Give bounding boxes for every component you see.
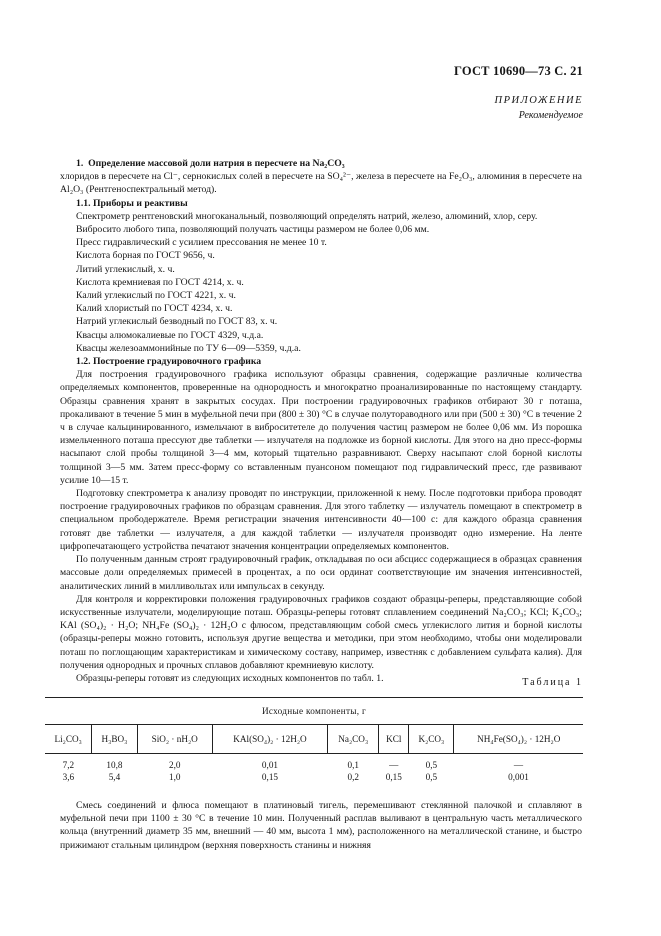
equipment-item: Калий углекислый по ГОСТ 4221, х. ч. xyxy=(76,290,236,302)
paragraph: Для контроля и корректировки положения градуировочных графиков создают образцы-реперы, представляющие собой искусственные излучатели, моделирующие поташ. Образцы-реперы готовят сплавлением соединений Na₂CO₃; KCl; K₂CO₃; KAl (SO₄)₂ · H₂O; NH₄Fe (SO₄)₂ · 12H₂O с флюсом, представляющим собой смесь углекислого лития и борной кислоты (образцы-реперы можно готовить, используя другие вещества и методики, при этом необходимо, чтобы они моделировали поташ по поглощающим характеристикам и химическому составу, например, известняк с добавлением сульфата калия). Для получения однородных и прочных сплавов добавляют кремниевую кислоту. xyxy=(60,593,582,671)
table-cell: 10,8 xyxy=(106,760,123,770)
table-cell: 1,0 xyxy=(168,772,181,782)
table-cell: 0,15 xyxy=(261,772,278,782)
table-cell: 0,2 xyxy=(347,772,359,782)
table-cell: 2,0 xyxy=(168,760,181,770)
section-1-intro: хлоридов в пересчете на Cl⁻, сернокислых солей в пересчете на SO₄²⁻, железа в пересчете на Fe₂O₃, алюминия в пересчете на Al₂O₃ (Рентгеноспектральный метод). xyxy=(60,171,582,196)
table-cell: 0,1 xyxy=(347,760,359,770)
paragraph: По полученным данным строят градуировочный график, откладывая по оси абсцисс содержащиеся в образцах сравнения массовые доли определяемых примесей в процентах, а по оси ординат соответствующие им значения интенсивностей, аналитических линий в милливольтах или импульсах в секунду. xyxy=(60,554,582,592)
appendix-status: Рекомендуемое xyxy=(518,110,583,121)
section-1-heading xyxy=(60,157,582,170)
equipment-item: Натрий углекислый безводный по ГОСТ 83, х. ч. xyxy=(76,316,278,328)
section-1-number: 1. xyxy=(76,158,84,169)
column-header: K₂CO₃ xyxy=(409,725,454,754)
table-cell: 0,5 xyxy=(425,772,438,782)
column-header: NH₄Fe(SO₄)₂ · 12H₂O xyxy=(454,725,583,754)
paragraph: Для построения градуировочного графика используют образцы сравнения, содержащие различные количества определяемых компонентов, проверенные на однородность и многократно проанализированные по настоящему стандарту. Образцы сравнения хранят в закрытых сосудах. При построении градуировочных графиков отбирают 30 г поташа, прокаливают в течение 5 мин в муфельной печи при (800 ± 30) °С в случае полутораводного или при (500 ± 30) °С в течение 2 ч в случае кальцинированного, измельчают в виброситетеле до получения частиц размером не более 0,06 мм. Из порошка измельченного поташа прессуют две таблетки — излучателя на подложке из борной кислоты. Для этого на дно пресс-формы насыпают слой пробы толщиной 3—4 мм, который тщательно разравнивают. Сверху насыпают слой борной кислоты толщиной 3—5 мм. Затем пресс-форму со вставленным пуансоном помещают под гидравлический пресс, где развивают усилие 10—15 т. xyxy=(60,369,582,486)
closing-block xyxy=(60,799,582,852)
column-header: Na₂CO₃ xyxy=(328,725,379,754)
appendix-title: ПРИЛОЖЕНИЕ xyxy=(494,95,583,106)
table-row xyxy=(45,771,583,783)
table-cell: 0,15 xyxy=(385,772,402,782)
paragraph: Смесь соединений и флюса помещают в платиновый тигель, перемешивают стеклянной палочкой и сплавляют в муфельной печи при 1100 ± 30 °С в течение 10 мин. Полученный расплав выливают в центральную часть металлического кольца (внутренний диаметр 35 мм, внешний — 40 мм, высота 1 мм), расположенного на металлической станине, и быстро прижимают стальным цилиндром (верхняя поверхность станины и нижняя xyxy=(60,800,582,851)
document-body xyxy=(60,157,582,685)
section-1-title: Определение массовой доли натрия в пересчете на Na₂CO₃ xyxy=(88,158,345,169)
column-header: SiO₂ · nH₂O xyxy=(137,725,212,754)
components-table xyxy=(45,697,583,783)
document-header: ГОСТ 10690—73 С. 21 xyxy=(454,64,583,78)
table-title: Таблица 1 xyxy=(522,677,583,688)
table-cell: — xyxy=(389,760,399,770)
table-caption: Исходные компоненты, г xyxy=(45,698,583,725)
column-header: KAl(SO₄)₂ · 12H₂O xyxy=(212,725,327,754)
equipment-item: Квасцы алюмокалиевые по ГОСТ 4329, ч.д.а. xyxy=(76,329,264,341)
table-cell: 0,5 xyxy=(425,760,438,770)
table-cell: 7,2 xyxy=(62,760,75,770)
equipment-item: Квасцы железоаммонийные по ТУ 6—09—5359, ч.д.а. xyxy=(76,342,301,354)
equipment-item: Кислота борная по ГОСТ 9656, ч. xyxy=(76,250,215,262)
table-row xyxy=(45,754,583,772)
table-cell: — xyxy=(513,760,524,770)
table-cell: 0,001 xyxy=(508,772,529,782)
equipment-item: Кислота кремниевая по ГОСТ 4214, х. ч. xyxy=(76,276,244,288)
section-1-2-heading: 1.2. Построение градуировочного графика xyxy=(76,356,262,368)
column-header: KCl xyxy=(379,725,409,754)
table-cell: 0,01 xyxy=(261,760,278,770)
equipment-item: Пресс гидравлический с усилием прессования не менее 10 т. xyxy=(76,237,327,249)
paragraph: Образцы-реперы готовят из следующих исходных компонентов по табл. 1. xyxy=(76,672,384,684)
equipment-item: Литий углекислый, х. ч. xyxy=(76,263,175,275)
equipment-item: Спектрометр рентгеновский многоканальный, позволяющий определять натрий, железо, алюминий, хлор, серу. xyxy=(76,210,538,222)
column-header: Li₂CO₃ xyxy=(45,725,92,754)
paragraph: Подготовку спектрометра к анализу проводят по инструкции, приложенной к нему. После подготовки прибора проводят построение градуировочных графиков по образцам сравнения. Для этого таблетку — излучатель помещают в спектрометр в специальном прободержателе. Время регистрации значения интенсивности 40—100 с: для каждого образца сравнения готовят две таблетки — излучателя, а для каждой таблетки — излучателя производят одно измерение. На ленте цифропечатающего устройства печатают значения концентрации определяемых компонентов. xyxy=(60,488,582,552)
equipment-item: Вибросито любого типа, позволяющий получать частицы размером не более 0,06 мм. xyxy=(76,224,430,236)
table-cell: 5,4 xyxy=(108,772,121,782)
section-1-1-heading: 1.1. Приборы и реактивы xyxy=(76,197,188,209)
table-cell: 3,6 xyxy=(62,772,75,782)
equipment-item: Калий хлористый по ГОСТ 4234, х. ч. xyxy=(76,303,233,315)
column-header: H₃BO₃ xyxy=(92,725,137,754)
